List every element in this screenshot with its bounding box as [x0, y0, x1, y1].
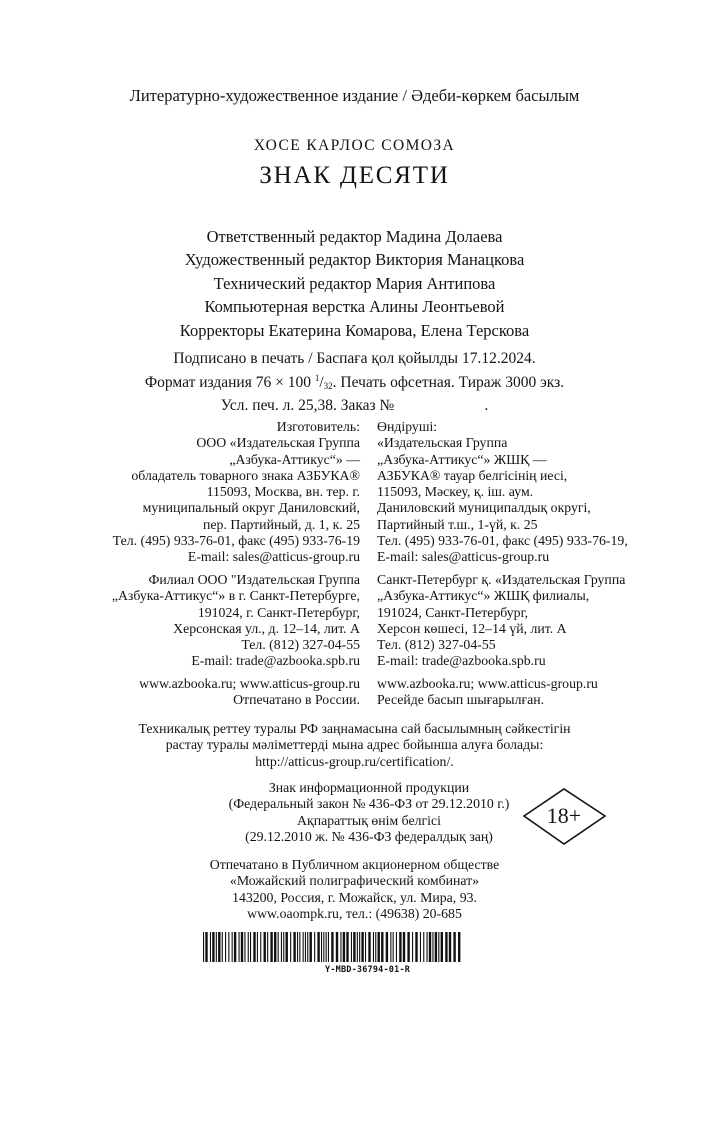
barcode-bar: [216, 932, 217, 962]
maker-kz: [377, 419, 628, 566]
credit-line: Ответственный редактор Мадина Долаева: [206, 227, 503, 246]
maker-ru-line: „Азбука-Аттикус“» —: [229, 451, 360, 467]
branch-ru-line: E-mail: trade@azbooka.spb.ru: [191, 653, 360, 669]
barcode-bar: [225, 932, 226, 962]
barcode-bar: [353, 932, 355, 962]
barcode-bar: [241, 932, 243, 962]
barcode-bar: [361, 932, 363, 962]
branch-ru-line: Филиал ООО "Издательская Группа: [148, 572, 360, 587]
branch-kz-line: Тел. (812) 327-04-55: [377, 637, 496, 653]
barcode-bar: [375, 932, 376, 962]
book-title: ЗНАК ДЕСЯТИ: [259, 162, 450, 189]
web-ru: [139, 676, 360, 709]
edition-type: Литературно-художественное издание / Әдеби-көркем басылым: [129, 86, 580, 105]
tech-regulation: [0, 721, 709, 770]
web-kz-line: www.azbooka.ru; www.atticus-group.ru: [377, 676, 598, 691]
barcode-bar: [305, 932, 306, 962]
maker-kz-line: Партийный т.ш., 1-үй, к. 25: [377, 516, 538, 532]
barcode-bar: [423, 932, 424, 962]
barcode-bar: [299, 932, 300, 962]
credit-line: Компьютерная верстка Алины Леонтьевой: [204, 297, 505, 317]
info-sign-line: (Федеральный закон № 436-ФЗ от 29.12.2010 г.): [228, 796, 510, 812]
barcode-bar: [373, 932, 374, 962]
branch-ru-line: 191024, г. Санкт-Петербург,: [197, 604, 360, 620]
web-ru-line: Отпечатано в России.: [233, 692, 360, 708]
barcode-bar: [432, 932, 433, 962]
barcode-bar: [403, 932, 405, 962]
maker-ru-line: 115093, Москва, вн. тер. г.: [206, 484, 360, 500]
barcode-bar: [346, 932, 348, 962]
maker-kz-line: E-mail: sales@atticus-group.ru: [377, 549, 550, 565]
barcode-bar: [210, 932, 211, 962]
branch-ru-line: Херсонская ул., д. 12–14, лит. А: [173, 620, 360, 636]
barcode-bar: [303, 932, 304, 962]
maker-ru-line: Изготовитель:: [276, 419, 360, 434]
barcode-bar: [239, 932, 240, 962]
author-name: ХОСЕ КАРЛОС СОМОЗА: [253, 137, 456, 154]
printer-info: [0, 857, 709, 922]
barcode-bar: [310, 932, 312, 962]
barcode-bar: [270, 932, 272, 962]
format-line: Формат издания 76 × 100 $^1/_{32}$. Печать офсетная. Тираж 3000 экз.: [144, 372, 565, 391]
barcode-bar: [232, 932, 233, 962]
barcode-bar: [228, 932, 229, 962]
branch-kz-line: E-mail: trade@azbooka.spb.ru: [377, 653, 546, 669]
sheets-order: Усл. печ. л. 25,38. Заказ № .: [220, 397, 489, 415]
barcode-bar: [407, 932, 409, 962]
barcode-bar: [365, 932, 366, 962]
barcode-bar: [359, 932, 360, 962]
barcode-bar: [274, 932, 276, 962]
barcode-bar: [368, 932, 370, 962]
signed-date: Подписано в печать / Баспаға қол қойылды 17.12.2024.: [173, 350, 536, 367]
barcode-bar: [283, 932, 284, 962]
barcode-bar: [317, 932, 319, 962]
maker-ru-line: ООО «Издательская Группа: [196, 435, 360, 451]
credit-line: Корректоры Екатерина Комарова, Елена Терскова: [179, 320, 530, 340]
barcode: [203, 932, 464, 962]
branch-kz: [377, 572, 625, 670]
barcode-bar: [218, 932, 220, 962]
maker-ru-line: Тел. (495) 933-76-01, факс (495) 933-76-19: [112, 533, 360, 549]
maker-ru: [113, 419, 360, 566]
barcode-bar: [393, 932, 394, 962]
maker-kz-line: Даниловский муниципалдық округі,: [377, 500, 591, 516]
barcode-bar: [314, 932, 315, 962]
barcode-bar: [267, 932, 268, 962]
branch-kz-line: Херсон көшесі, 12–14 үй, лит. А: [377, 620, 567, 636]
barcode-bar: [441, 932, 443, 962]
branch-kz-line: 191024, Санкт-Петербург,: [377, 604, 529, 620]
barcode-bar: [205, 932, 207, 962]
barcode-bar: [420, 932, 421, 962]
barcode-bar: [326, 932, 327, 962]
barcode-bar: [429, 932, 431, 962]
maker-kz-line: «Издательская Группа: [377, 435, 508, 451]
barcode-bar: [281, 932, 282, 962]
maker-kz-line: Тел. (495) 933-76-01, факс (495) 933-76-19,: [377, 533, 628, 549]
credits-block: [0, 225, 709, 342]
barcode-bar: [412, 932, 413, 962]
credit-line: Технический редактор Мария Антипова: [213, 273, 496, 293]
barcode-bar: [390, 932, 391, 962]
barcode-bar: [351, 932, 352, 962]
barcode-bar: [343, 932, 345, 962]
printer-line: Отпечатано в Публичном акционерном обществе: [209, 857, 500, 872]
barcode-bar: [328, 932, 329, 962]
barcode-bar: [415, 932, 417, 962]
maker-kz-line: „Азбука-Аттикус“» ЖШҚ —: [377, 451, 547, 467]
tech-line: растау туралы мәліметтерді мына адрес бойынша алуға болады:: [165, 737, 544, 753]
barcode-bar: [435, 932, 437, 962]
barcode-bar: [278, 932, 279, 962]
barcode-bar: [203, 932, 204, 962]
barcode-bar: [427, 932, 428, 962]
maker-ru-line: муниципальный округ Даниловский,: [142, 500, 360, 516]
barcode-bar: [321, 932, 322, 962]
barcode-bar: [396, 932, 397, 962]
branch-kz-line: „Азбука-Аттикус“» ЖШҚ филиалы,: [377, 588, 590, 604]
print-details: [0, 349, 709, 416]
branch-ru-line: Тел. (812) 327-04-55: [241, 637, 360, 653]
info-sign-line: (29.12.2010 ж. № 436-ФЗ федералдық заң): [245, 828, 493, 844]
barcode-bar: [445, 932, 447, 962]
barcode-bar: [222, 932, 223, 962]
maker-kz-line: Өндіруші:: [377, 419, 438, 434]
printer-line: www.oaompk.ru, тел.: (49638) 20-685: [247, 905, 462, 921]
branch-kz-line: Санкт-Петербург қ. «Издательская Группа: [377, 572, 626, 587]
barcode-bar: [260, 932, 261, 962]
barcode-bar: [212, 932, 214, 962]
barcode-bar: [438, 932, 439, 962]
barcode-bar: [340, 932, 341, 962]
barcode-bar: [286, 932, 288, 962]
maker-kz-line: 115093, Мәскеу, қ. іш. аум.: [377, 484, 534, 500]
web-kz: [377, 676, 598, 709]
info-sign: [210, 780, 528, 845]
barcode-bar: [449, 932, 451, 962]
info-sign-line: Ақпараттық өнім белгісі: [297, 812, 441, 828]
barcode-bar: [336, 932, 338, 962]
tech-line: Техникалық реттеу туралы РФ заңнамасына сай басылымның сәйкестігін: [138, 721, 571, 736]
age-rating-badge: [522, 787, 622, 847]
maker-ru-line: пер. Партийный, д. 1, к. 25: [203, 516, 360, 532]
barcode-bar: [297, 932, 298, 962]
barcode-bar: [331, 932, 333, 962]
maker-kz-line: АЗБУКА® тауар белгісінің иесі,: [377, 467, 568, 483]
maker-ru-line: E-mail: sales@atticus-group.ru: [187, 549, 360, 565]
barcode-bar: [244, 932, 245, 962]
printer-line: «Можайский полиграфический комбинат»: [229, 873, 480, 889]
barcode-bar: [257, 932, 258, 962]
age-rating-label: 18+: [546, 803, 582, 828]
barcode-bar: [253, 932, 255, 962]
barcode-bar: [378, 932, 380, 962]
barcode-bar: [293, 932, 295, 962]
barcode-bar: [381, 932, 383, 962]
web-kz-line: Ресейде басып шығарылған.: [377, 692, 545, 708]
barcode-bar: [264, 932, 266, 962]
barcode-bar: [357, 932, 358, 962]
info-sign-line: Знак информационной продукции: [268, 780, 470, 795]
printer-line: 143200, Россия, г. Можайск, ул. Мира, 93.: [232, 889, 477, 905]
branch-ru-line: „Азбука-Аттикус“» в г. Санкт-Петербурге,: [111, 588, 360, 604]
barcode-bar: [386, 932, 388, 962]
barcode-text: Y-MBD-36794-01-R: [325, 965, 411, 975]
credit-line: Художественный редактор Виктория Манацкова: [184, 250, 525, 270]
barcode-bar: [307, 932, 308, 962]
barcode-bar: [453, 932, 455, 962]
barcode-bar: [290, 932, 291, 962]
barcode-bar: [234, 932, 236, 962]
barcode-bar: [399, 932, 401, 962]
branch-ru: [112, 572, 360, 670]
barcode-bar: [323, 932, 324, 962]
barcode-bar: [248, 932, 249, 962]
tech-line: http://atticus-group.ru/certification/.: [255, 753, 454, 769]
web-ru-line: www.azbooka.ru; www.atticus-group.ru: [139, 676, 360, 691]
barcode-bar: [250, 932, 251, 962]
maker-ru-line: обладатель товарного знака АЗБУКА®: [131, 467, 360, 483]
barcode-bar: [458, 932, 460, 962]
